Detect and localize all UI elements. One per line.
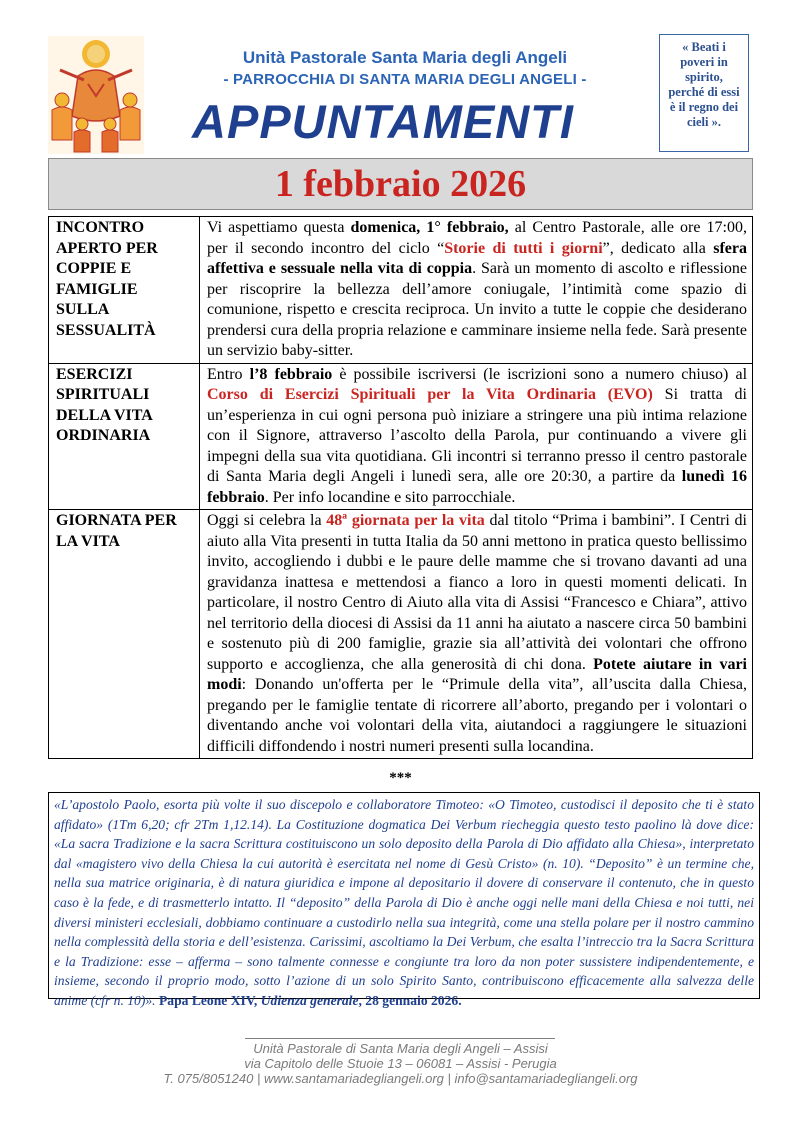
parish-logo [48, 36, 144, 154]
footer-contacts: T. 075/8051240 | www.santamariadegliangeli.org | info@santamariadegliangeli.org [163, 1071, 638, 1086]
event-title: INCONTRO APERTO PER COPPIE E FAMIGLIE SULLA SESSUALITÀ [49, 217, 200, 364]
event-description: Entro l’8 febbraio è possibile iscriversi (le iscrizioni sono a numero chiuso) al Corso di Esercizi Spirituali per la Vita Ordinaria (EVO) Si tratta di un’esperienza in cui ogni persona può iniziare a stringere una più intima relazione con il Signore, attraverso l’ascolto della Parola, pur continuando a vivere gli impegni della sua vita quotidiana. Gli incontri si terranno presso il centro pastorale di Santa Maria degli Angeli i lunedì sera, alle ore 20:30, a partire da lunedì 16 febbraio. Per info locandine e sito parrocchiale. [200, 363, 753, 510]
footer-divider [245, 1038, 555, 1039]
papal-quote-box [48, 792, 760, 1008]
footer-unit: Unità Pastorale di Santa Maria degli Angeli – Assisi [253, 1041, 548, 1056]
section-separator: *** [389, 770, 412, 786]
events-table [48, 216, 753, 759]
pastoral-unit-title: Unità Pastorale Santa Maria degli Angeli [242, 48, 568, 67]
event-description: Vi aspettiamo questa domenica, 1° febbraio, al Centro Pastorale, alle ore 17:00, per il secondo incontro del ciclo “Storie di tutti i giorni”, dedicato alla sfera affettiva e sessuale nella vita di coppia. Sarà un momento di ascolto e riflessione per riscoprire la bellezza dell’amore coniugale, l’intimità come spazio di comunione, rispetto e crescita reciproca. Un invito a tutte le coppie che desiderano prendersi cura della propria relazione e camminare insieme nella fede. Sarà presente un servizio baby-sitter. [200, 217, 753, 364]
event-title: GIORNATA PER LA VITA [49, 510, 200, 759]
event-row [49, 363, 753, 510]
event-row [49, 217, 753, 364]
page-title: APPUNTAMENTI [192, 95, 574, 148]
event-row [49, 510, 753, 759]
beatitude-quote-box: « Beati i poveri in spirito, perché di essi è il regno dei cieli ». [659, 34, 749, 152]
jesus-with-disciples-logo-icon [48, 36, 144, 154]
papal-quote-text: «L’apostolo Paolo, esorta più volte il suo discepolo e collaboratore Timoteo: «O Timoteo, custodisci il deposito che ti è stato affidato» (1Tm 6,20; cfr 2Tm 1,12.14). La Costituzione dogmatica Dei Verbum riecheggia questo testo paolino là dove dice: «La sacra Tradizione e la sacra Scrittura costituiscono un solo deposito della Parola di Dio affidato alla Chiesa», interpretato dal «magistero vivo della Chiesa la cui autorità è esercitata nel nome di Gesù Cristo» (n. 10). “Deposito” è un termine che, nella sua matrice originaria, è di natura giuridica e impone al depositario il dovere di conservare il contenuto, che in questo caso è la fede, e di trasmetterlo intatto. Il “deposito” della Parola di Dio è anche oggi nelle mani della Chiesa e noi tutti, nei diversi ministeri ecclesiali, dobbiamo continuare a custodirlo nella sua integrità, come una stella polare per il nostro cammino nella complessità della storia e dell’esistenza. Carissimi, ascoltiamo la Dei Verbum, che esalta l’intreccio tra la Sacra Scrittura e la Tradizione: esse – afferma – sono talmente connesse e congiunte tra loro da non poter sussistere indipendentemente, e insieme, secondo il proprio modo, sotto l’azione di un solo Spirito Santo, contribuiscono efficacemente alla salvezza delle anime (cfr n. 10)». [54, 797, 754, 1008]
date-banner: 1 febbraio 2026 [48, 158, 753, 210]
parish-subtitle: - PARROCCHIA DI SANTA MARIA DEGLI ANGELI - [223, 71, 587, 88]
event-title: ESERCIZI SPIRITUALI DELLA VITA ORDINARIA [49, 363, 200, 510]
event-description: Oggi si celebra la 48ª giornata per la vita dal titolo “Prima i bambini”. I Centri di aiuto alla Vita presenti in tutta Italia da 50 anni mettono in pratica questo bellissimo invito, accogliendo i dubbi e le paure delle mamme che si trovano davanti ad una gravidanza inattesa e mettendosi a fianco a loro in questi momenti delicati. In particolare, il nostro Centro di Aiuto alla vita di Assisi “Francesco e Chiara”, attivo nel territorio della diocesi di Assisi da 11 anni ha aiutato a nascere circa 50 bambini e sostenuto più di 200 famiglie, grazie sia all’attività dei volontari che offrono supporto e accoglienza, che alla generosità di chi dona. Potete aiutare in vari modi: Donando un'offerta per le “Primule della vita”, all’uscita dalla Chiesa, pregando per le famiglie tentate di ricorrere all’aborto, pregando per i volontari o diventando anche voi volontari della vita, aiutandoci a raggiungere le situazioni difficili diffondendo i nostri numeri presenti sulla locandina. [200, 510, 753, 759]
footer-address: via Capitolo delle Stuoie 13 – 06081 – Assisi - Perugia [244, 1056, 557, 1071]
papal-quote-signature: Papa Leone XIV, Udienza generale, 28 gennaio 2026. [158, 992, 462, 1008]
